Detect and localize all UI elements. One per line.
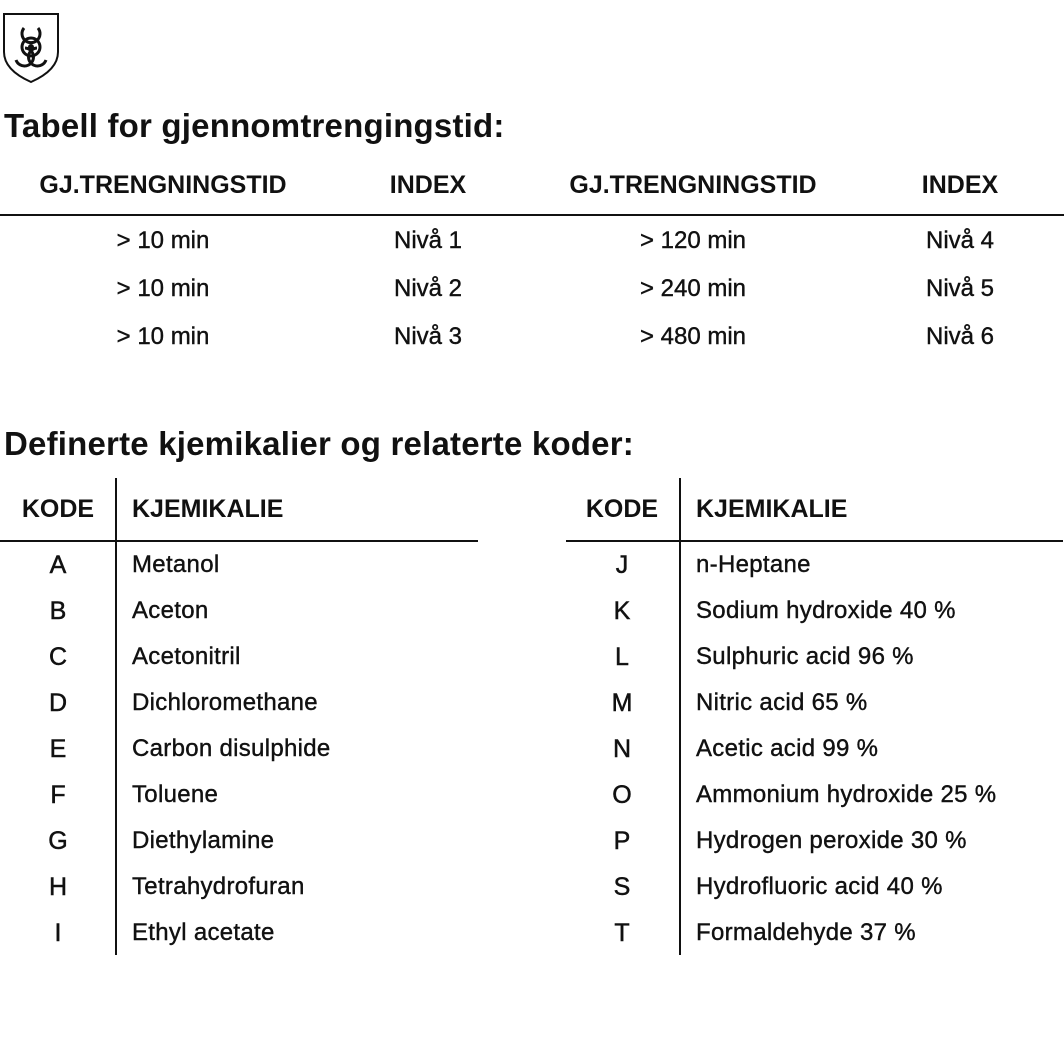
index-cell: Nivå 3	[393, 323, 463, 350]
index-cell: Nivå 6	[925, 323, 995, 350]
table-divider	[0, 214, 1064, 216]
chemicals-table-title: Definerte kjemikalier og relaterte koder:	[4, 425, 634, 462]
column-header: GJ.TRENGNINGSTID	[39, 171, 287, 199]
chemical-cell: Sulphuric acid 96 %	[696, 643, 914, 670]
chemical-cell: Carbon disulphide	[132, 735, 331, 762]
index-cell: Nivå 4	[925, 227, 995, 254]
code-cell: P	[613, 827, 631, 855]
chemical-cell: Ammonium hydroxide 25 %	[696, 781, 997, 808]
column-header: INDEX	[921, 171, 999, 199]
table-divider	[0, 540, 478, 542]
time-cell: > 10 min	[116, 275, 210, 302]
chemical-cell: Sodium hydroxide 40 %	[696, 597, 956, 624]
chemical-cell: Hydrofluoric acid 40 %	[696, 873, 943, 900]
column-header: GJ.TRENGNINGSTID	[569, 171, 817, 199]
chemical-cell: Formaldehyde 37 %	[696, 919, 916, 946]
permeation-table-title: Tabell for gjennomtrengingstid:	[4, 107, 505, 144]
chemical-cell: Nitric acid 65 %	[696, 689, 868, 716]
code-cell: D	[48, 689, 68, 717]
chemical-cell: Toluene	[132, 781, 219, 808]
time-cell: > 240 min	[639, 275, 747, 302]
code-cell: C	[48, 643, 68, 671]
code-cell: B	[49, 597, 67, 625]
code-header: KODE	[585, 495, 659, 523]
biohazard-shield-icon	[2, 12, 60, 84]
code-cell: G	[48, 827, 68, 855]
column-header: INDEX	[389, 171, 467, 199]
code-cell: E	[49, 735, 67, 763]
chemical-cell: Ethyl acetate	[132, 919, 275, 946]
chemical-cell: Tetrahydrofuran	[132, 873, 305, 900]
time-cell: > 120 min	[639, 227, 747, 254]
chemical-cell: Acetic acid 99 %	[696, 735, 879, 762]
code-cell: H	[48, 873, 68, 901]
code-cell: T	[614, 919, 630, 947]
chemical-header: KJEMIKALIE	[696, 495, 848, 523]
column-divider	[679, 478, 681, 955]
chemical-cell: n-Heptane	[696, 551, 811, 578]
chemical-cell: Aceton	[132, 597, 209, 624]
code-cell: L	[615, 643, 629, 671]
code-cell: I	[54, 919, 62, 947]
time-cell: > 10 min	[116, 227, 210, 254]
index-cell: Nivå 5	[925, 275, 995, 302]
chemical-cell: Hydrogen peroxide 30 %	[696, 827, 967, 854]
code-cell: M	[611, 689, 633, 717]
code-header: KODE	[21, 495, 95, 523]
code-cell: S	[613, 873, 631, 901]
code-cell: O	[612, 781, 632, 809]
chemical-header: KJEMIKALIE	[132, 495, 284, 523]
code-cell: J	[615, 551, 629, 579]
time-cell: > 10 min	[116, 323, 210, 350]
chemical-cell: Acetonitril	[132, 643, 241, 670]
code-cell: A	[49, 551, 67, 579]
chemical-cell: Metanol	[132, 551, 220, 578]
code-cell: N	[612, 735, 632, 763]
index-cell: Nivå 2	[393, 275, 463, 302]
chemical-cell: Diethylamine	[132, 827, 275, 854]
code-cell: F	[50, 781, 66, 809]
table-divider	[566, 540, 1063, 542]
index-cell: Nivå 1	[393, 227, 463, 254]
code-cell: K	[613, 597, 631, 625]
chemical-cell: Dichloromethane	[132, 689, 318, 716]
time-cell: > 480 min	[639, 323, 747, 350]
column-divider	[115, 478, 117, 955]
